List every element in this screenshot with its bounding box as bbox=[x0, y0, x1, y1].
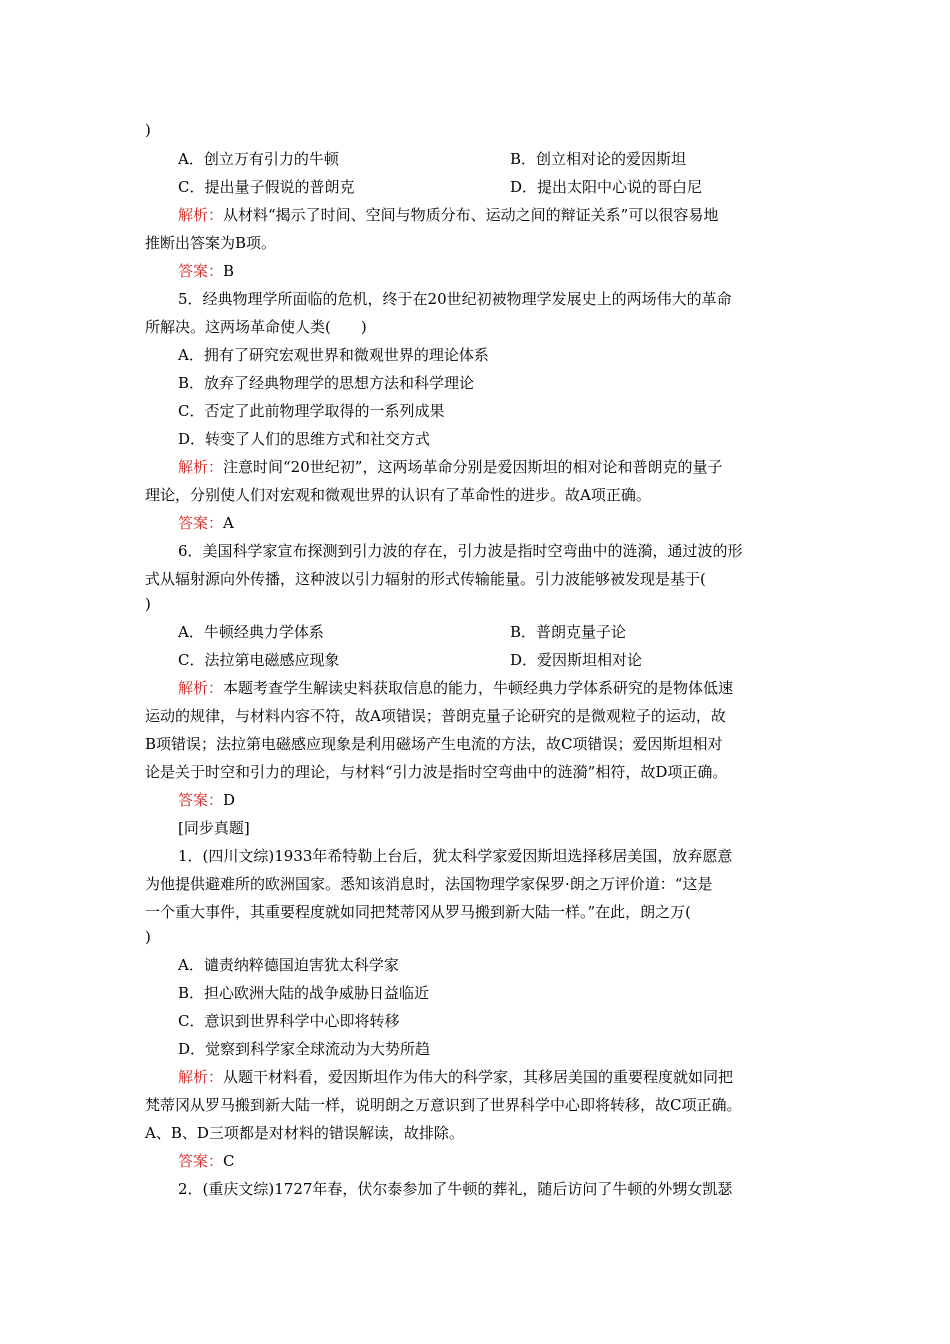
answer-label: 答案： bbox=[178, 262, 224, 280]
analysis-text: 注意时间“20世纪初”，这两场革命分别是爱因斯坦的相对论和普朗克的量子 bbox=[223, 458, 723, 476]
r1-stem-line3: 一个重大事件，其重要程度就如同把梵蒂冈从罗马搬到新大陆一样。”在此，朗之万( bbox=[145, 903, 692, 921]
q5-option-a: A．拥有了研究宏观世界和微观世界的理论体系 bbox=[178, 346, 489, 364]
q6-analysis-line3: B项错误；法拉第电磁感应现象是利用磁场产生电流的方法，故C项错误；爱因斯坦相对 bbox=[145, 735, 723, 753]
q5-option-b: B．放弃了经典物理学的思想方法和科学理论 bbox=[178, 374, 475, 392]
r2-stem: 2．(重庆文综)1727年春，伏尔泰参加了牛顿的葬礼，随后访问了牛顿的外甥女凯瑟 bbox=[178, 1180, 733, 1198]
q4-option-c: C．提出量子假说的普朗克 bbox=[178, 178, 355, 196]
answer-value: D bbox=[223, 791, 236, 809]
r1-option-c: C．意识到世界科学中心即将转移 bbox=[178, 1012, 400, 1030]
r1-analysis bbox=[178, 1067, 733, 1087]
r1-stem-line4: ) bbox=[145, 928, 151, 946]
q6-analysis-line2: 运动的规律，与材料内容不符，故A项错误；普朗克量子论研究的是微观粒子的运动，故 bbox=[145, 707, 726, 725]
q6-analysis bbox=[178, 678, 733, 698]
q6-answer bbox=[178, 790, 235, 810]
r1-option-a: A．谴责纳粹德国迫害犹太科学家 bbox=[178, 956, 399, 974]
q4-option-b: B．创立相对论的爱因斯坦 bbox=[510, 150, 687, 168]
r1-stem-line2: 为他提供避难所的欧洲国家。悉知该消息时，法国物理学家保罗·朗之万评价道：“这是 bbox=[145, 875, 713, 893]
q5-option-c: C．否定了此前物理学取得的一系列成果 bbox=[178, 402, 445, 420]
analysis-label: 解析： bbox=[178, 679, 224, 697]
q6-option-b: B．普朗克量子论 bbox=[510, 623, 627, 641]
q6-stem: 6．美国科学家宣布探测到引力波的存在，引力波是指时空弯曲中的涟漪，通过波的形 bbox=[178, 542, 743, 560]
r1-stem: 1．(四川文综)1933年希特勒上台后，犹太科学家爱因斯坦选择移居美国，放弃愿意 bbox=[178, 847, 733, 865]
r1-analysis-line3: A、B、D三项都是对材料的错误解读，故排除。 bbox=[145, 1124, 464, 1142]
q6-option-c: C．法拉第电磁感应现象 bbox=[178, 651, 340, 669]
answer-value: A bbox=[223, 514, 234, 532]
q4-option-d: D．提出太阳中心说的哥白尼 bbox=[510, 178, 703, 196]
q6-option-a: A．牛顿经典力学体系 bbox=[178, 623, 324, 641]
analysis-label: 解析： bbox=[178, 206, 224, 224]
answer-label: 答案： bbox=[178, 791, 224, 809]
q4-answer bbox=[178, 261, 234, 281]
r1-option-d: D．觉察到科学家全球流动为大势所趋 bbox=[178, 1040, 431, 1058]
section-title: [同步真题] bbox=[178, 819, 250, 837]
q4-analysis-line2: 推断出答案为B项。 bbox=[145, 234, 277, 252]
q4-stem-end: ) bbox=[145, 121, 151, 139]
q6-stem-line3: ) bbox=[145, 595, 151, 613]
q5-analysis bbox=[178, 457, 722, 477]
q6-stem-line2: 式从辐射源向外传播，这种波以引力辐射的形式传输能量。引力波能够被发现是基于( bbox=[145, 570, 706, 588]
q5-stem: 5．经典物理学所面临的危机，终于在20世纪初被物理学发展史上的两场伟大的革命 bbox=[178, 290, 732, 308]
answer-label: 答案： bbox=[178, 514, 224, 532]
q5-answer bbox=[178, 513, 234, 533]
q4-analysis bbox=[178, 205, 718, 225]
q5-option-d: D．转变了人们的思维方式和社交方式 bbox=[178, 430, 431, 448]
answer-label: 答案： bbox=[178, 1152, 224, 1170]
q4-option-a: A．创立万有引力的牛顿 bbox=[178, 150, 339, 168]
r1-option-b: B．担心欧洲大陆的战争威胁日益临近 bbox=[178, 984, 430, 1002]
analysis-text: 从材料“揭示了时间、空间与物质分布、运动之间的辩证关系”可以很容易地 bbox=[223, 206, 719, 224]
answer-value: C bbox=[223, 1152, 235, 1170]
analysis-label: 解析： bbox=[178, 458, 224, 476]
q5-analysis-line2: 理论，分别使人们对宏观和微观世界的认识有了革命性的进步。故A项正确。 bbox=[145, 486, 651, 504]
r1-analysis-line2: 梵蒂冈从罗马搬到新大陆一样，说明朗之万意识到了世界科学中心即将转移，故C项正确。 bbox=[145, 1096, 742, 1114]
r1-answer bbox=[178, 1151, 235, 1171]
q6-analysis-line4: 论是关于时空和引力的理论，与材料“引力波是指时空弯曲中的涟漪”相符，故D项正确。 bbox=[145, 763, 728, 781]
q6-option-d: D．爱因斯坦相对论 bbox=[510, 651, 643, 669]
answer-value: B bbox=[223, 262, 235, 280]
analysis-label: 解析： bbox=[178, 1068, 224, 1086]
analysis-text: 从题干材料看，爱因斯坦作为伟大的科学家，其移居美国的重要程度就如同把 bbox=[223, 1068, 734, 1086]
q5-stem-line2: 所解决。这两场革命使人类( ) bbox=[145, 318, 367, 336]
analysis-text: 本题考查学生解读史料获取信息的能力，牛顿经典力学体系研究的是物体低速 bbox=[223, 679, 734, 697]
